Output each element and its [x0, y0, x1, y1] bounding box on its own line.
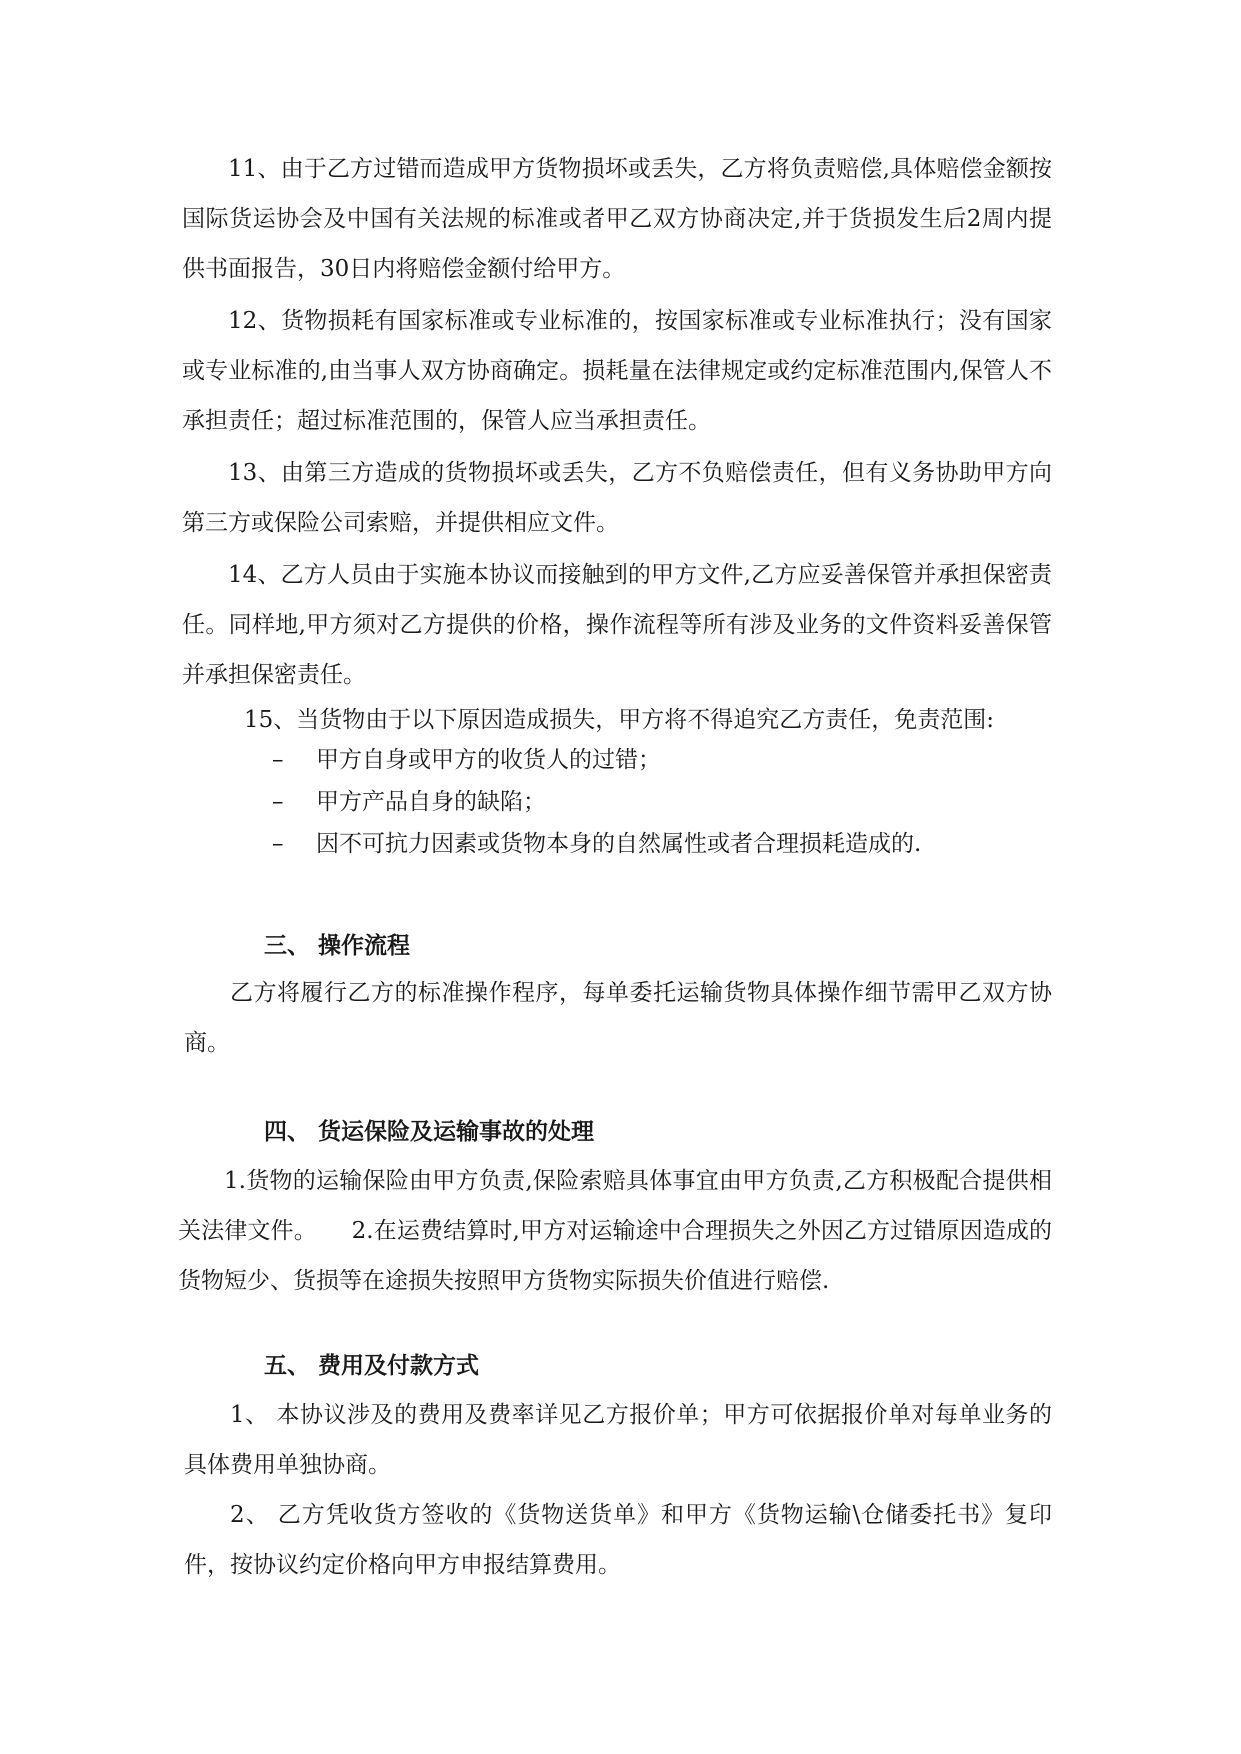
exemption-bullet-3: [272, 824, 1032, 864]
bullet-dash: –: [272, 789, 284, 815]
clause-13: 13、由第三方造成的货物损坏或丢失，乙方不负赔偿责任，但有义务协助甲方向第三方或保险公司索赔，并提供相应文件。: [182, 460, 1052, 536]
exemption-bullet-text: 因不可抗力因素或货物本身的自然属性或者合理损耗造成的.: [316, 831, 922, 857]
section-4-heading: 四、 货运保险及运输事故的处理: [264, 1118, 595, 1145]
section-5-heading: 五、 费用及付款方式: [264, 1352, 480, 1379]
section-3-body: 乙方将履行乙方的标准操作程序，每单委托运输货物具体操作细节需甲乙双方协商。: [184, 980, 1052, 1056]
clause-11: 11、由于乙方过错而造成甲方货物损坏或丢失，乙方将负责赔偿,具体赔偿金额按国际货运协会及中国有关法规的标准或者甲乙双方协商决定,并于货损发生后2周内提供书面报告，30日内将赔偿金额付给甲方。: [182, 156, 1052, 282]
bullet-dash: –: [272, 831, 284, 857]
exemption-bullet-2: [272, 782, 1032, 822]
section-3-heading: 三、 操作流程: [264, 932, 411, 959]
section-4-body: 1.货物的运输保险由甲方负责,保险索赔具体事宜由甲方负责,乙方积极配合提供相关法律文件。 2.在运费结算时,甲方对运输途中合理损失之外因乙方过错原因造成的货物短少、货损等在途损失按照甲方货物实际损失价值进行赔偿.: [178, 1168, 1052, 1294]
exemption-bullet-1: [272, 740, 1032, 780]
section-5-item-2: 2、 乙方凭收货方签收的《货物送货单》和甲方《货物运输\仓储委托书》复印件，按协议约定价格向甲方申报结算费用。: [184, 1502, 1052, 1578]
bullet-dash: –: [272, 747, 284, 773]
clause-12: 12、货物损耗有国家标准或专业标准的，按国家标准或专业标准执行；没有国家或专业标准的,由当事人双方协商确定。损耗量在法律规定或约定标准范围内,保管人不承担责任；超过标准范围的，保管人应当承担责任。: [182, 308, 1052, 434]
exemption-bullet-text: 甲方产品自身的缺陷；: [316, 789, 546, 815]
clause-15: 15、当货物由于以下原因造成损失，甲方将不得追究乙方责任，免责范围:: [244, 707, 995, 733]
clause-14: 14、乙方人员由于实施本协议而接触到的甲方文件,乙方应妥善保管并承担保密责任。同样地,甲方须对乙方提供的价格，操作流程等所有涉及业务的文件资料妥善保管并承担保密责任。: [182, 562, 1052, 688]
section-5-item-1: 1、 本协议涉及的费用及费率详见乙方报价单；甲方可依据报价单对每单业务的具体费用单独协商。: [184, 1402, 1052, 1478]
exemption-bullet-text: 甲方自身或甲方的收货人的过错；: [316, 747, 661, 773]
